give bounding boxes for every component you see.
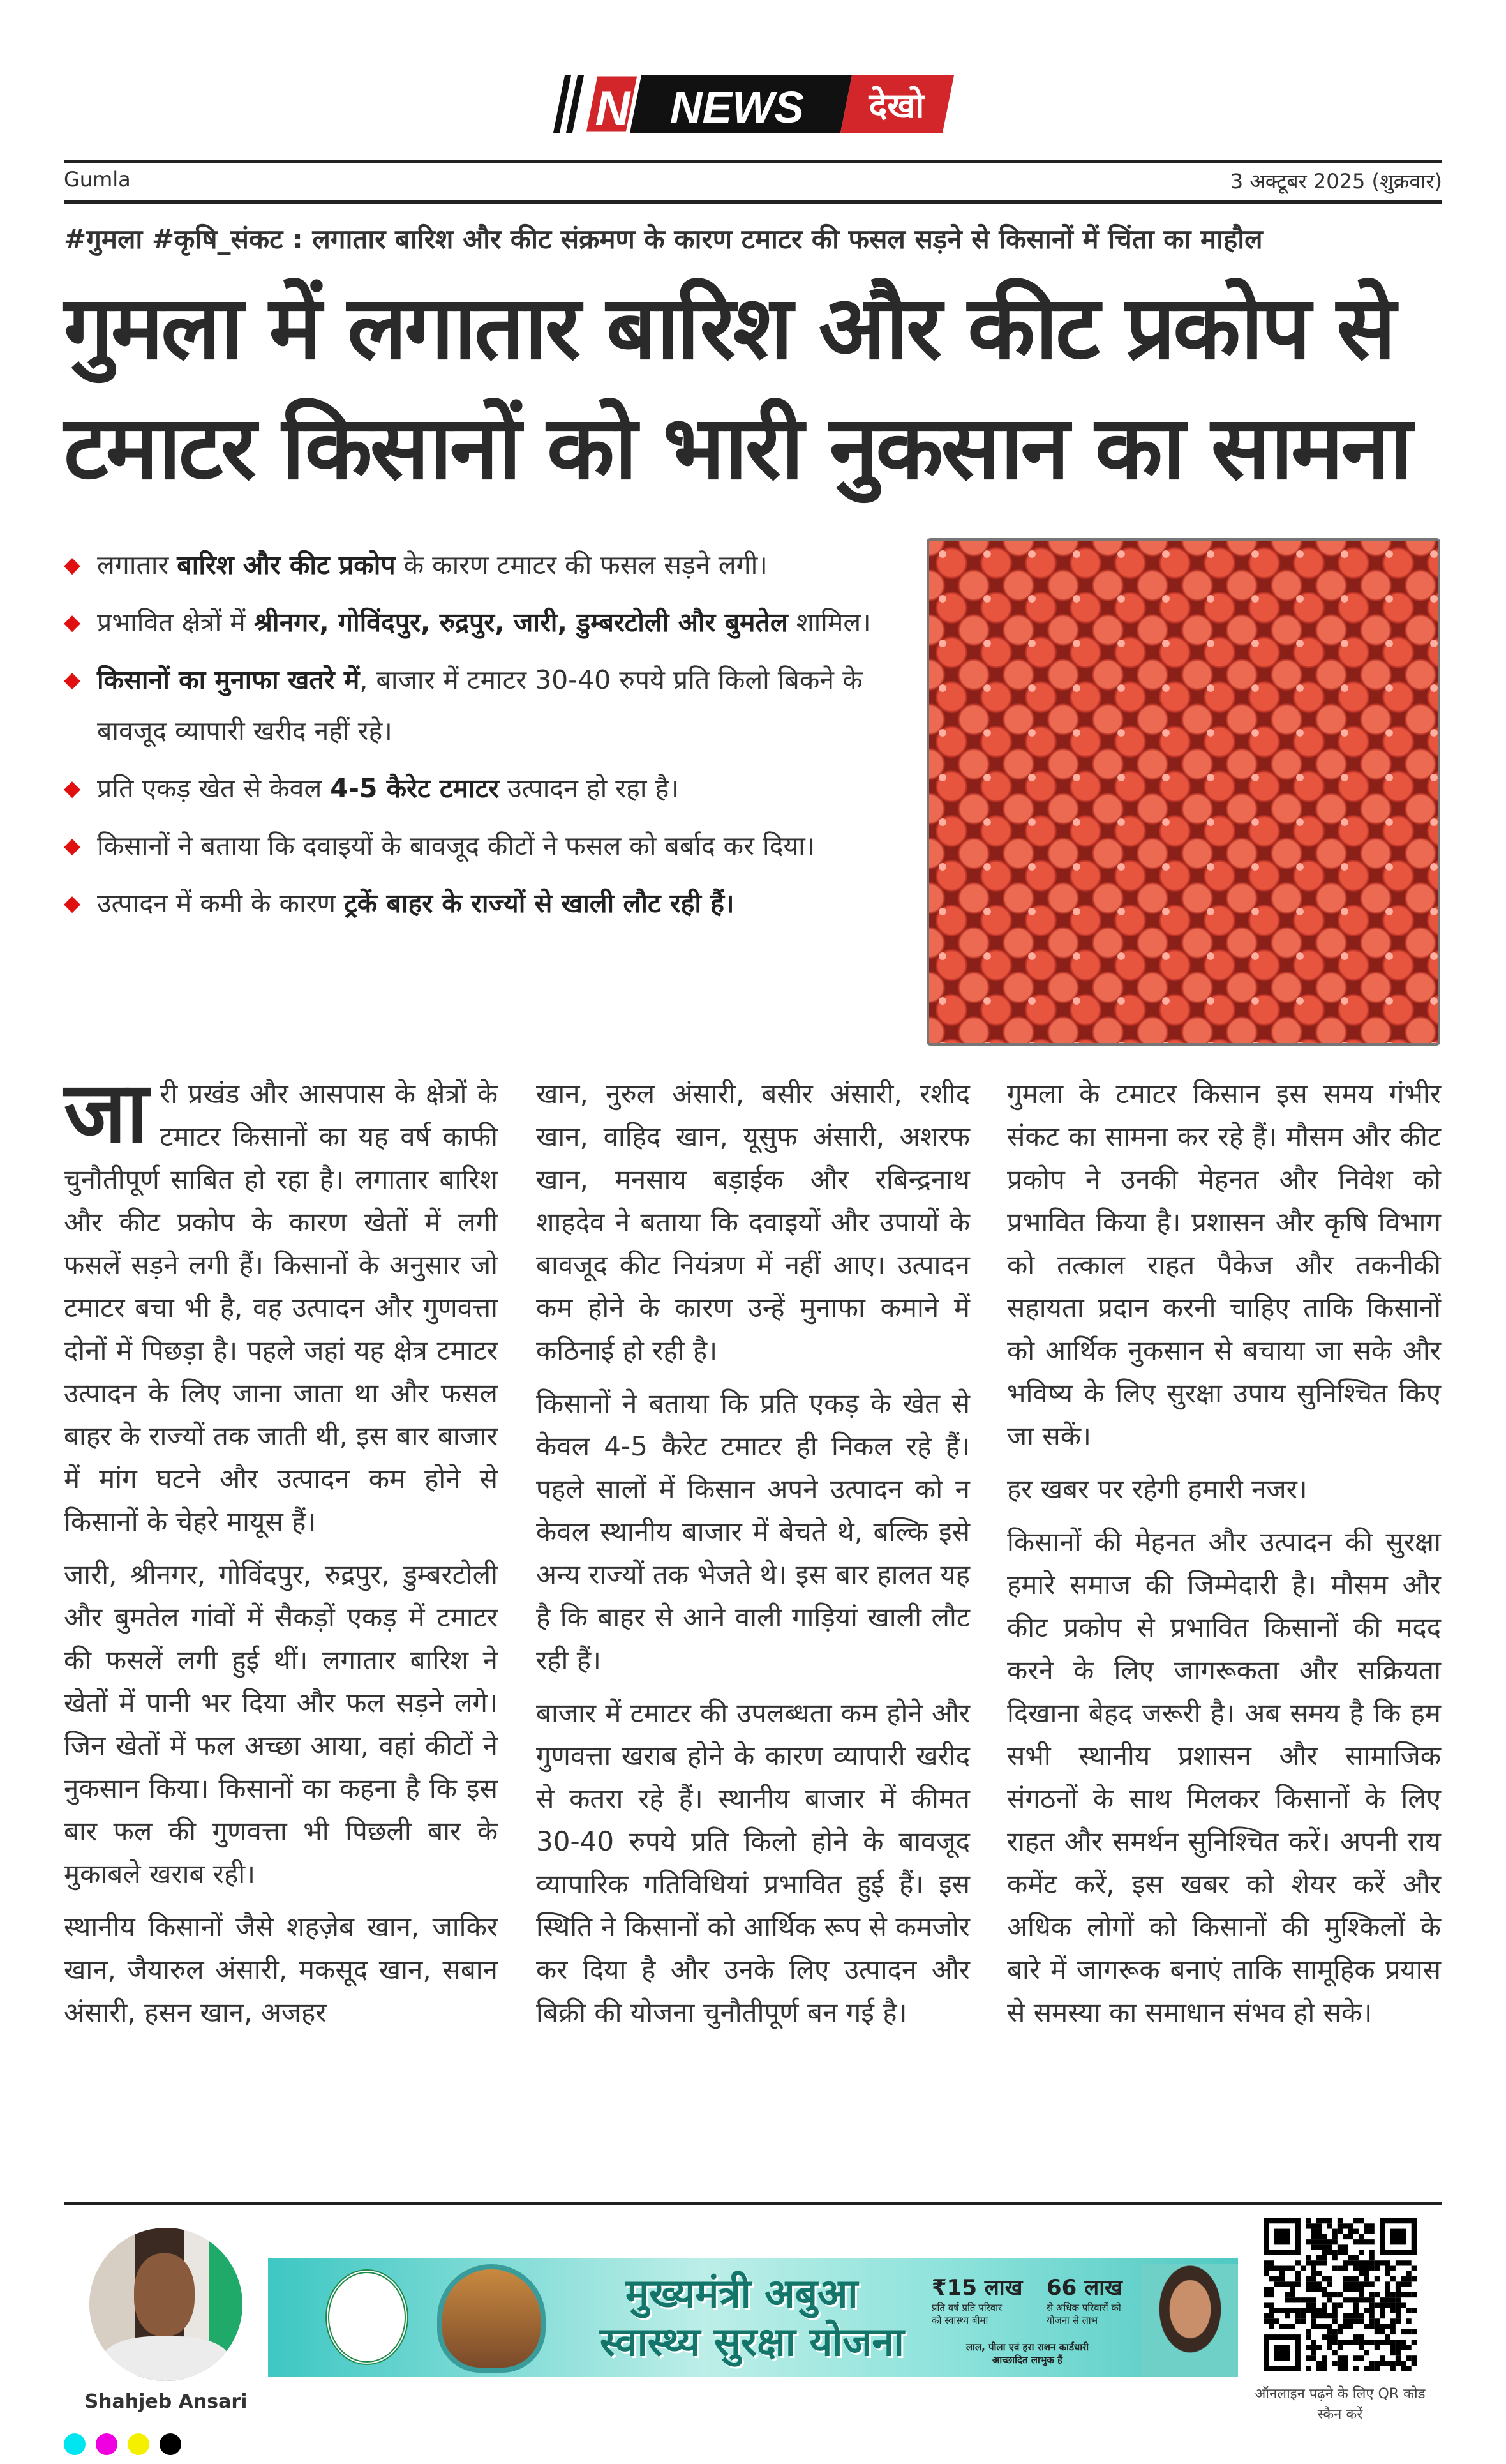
- dateline: [64, 167, 1442, 197]
- diamond-bullet-icon: ◆: [64, 552, 81, 578]
- highlights-list: [64, 539, 913, 935]
- headline-line-2: टमाटर किसानों को भारी नुकसान का सामना: [64, 396, 1410, 499]
- ad-note: लाल, पीला एवं हरा राशन कार्डधारी आच्छादित लाभुक हैं: [965, 2341, 1089, 2366]
- diamond-bullet-icon: ◆: [64, 890, 81, 916]
- author-avatar: [89, 2228, 242, 2381]
- article-paragraph: जारी, श्रीनगर, गोविंदपुर, रुद्रपुर, डुम्बरटोली और बुमतेल गांवों में सैकड़ों एकड़ में टमाटर की फसलें लगी हुई थीं। लगातार बारिश ने खेतों में पानी भर दिया और फल सड़ने लगे। जिन खेतों में फल अच्छा आया, वहां कीटों ने नुकसान किया। किसानों का कहना है कि इस बार फल की गुणवत्ता भी पिछली बार के मुकाबले खराब रही।: [64, 1559, 498, 1889]
- article-paragraph: बाजार में टमाटर की उपलब्धता कम होने और गुणवत्ता खराब होने के कारण व्यापारी खरीद से कतरा रहे हैं। स्थानीय बाजार में कीमत 30-40 रुपये प्रति किलो होने के बावजूद व्यापारिक गतिविधियां प्रभावित हुई हैं। इस स्थिति ने किसानों को आर्थिक रूप से कमजोर कर दिया है और उनके लिए उत्पादन और बिक्री की योजना चुनौतीपूर्ण बन गई है।: [536, 1697, 970, 2028]
- article-paragraph: किसानों की मेहनत और उत्पादन की सुरक्षा हमारे समाज की जिम्मेदारी है। मौसम और कीट प्रकोप से प्रभावित किसानों की मदद करने के लिए जागरूकता और सक्रियता दिखाना बेहद जरूरी है। अब समय है कि हम सभी स्थानीय प्रशासन और सामाजिक संगठनों के साथ मिलकर किसानों के लिए राहत और समर्थन सुनिश्चित करें। अपनी राय कमेंट करें, इस खबर को शेयर करें और अधिक लोगों को किसानों की मुश्किलों के बारे में जागरूक बनाएं ताकि सामूहिक प्रयास से समस्या का समाधान संभव हो सके।: [1007, 1526, 1441, 2028]
- article-column-3: [1007, 1072, 1441, 2044]
- highlight-item: ◆ किसानों का मुनाफा खतरे में, बाजार में टमाटर 30-40 रुपये प्रति किलो बिकने के बावजूद व्यापारी खरीद नहीं रहे।: [64, 654, 913, 756]
- article-paragraph: स्थानीय किसानों जैसे शहज़ेब खान, जाकिर खान, जैयारुल अंसारी, मकसूद खान, सबान अंसारी, हसन खान, अजहर: [64, 1911, 498, 2028]
- kicker: #गुमला #कृषि_संकट : लगातार बारिश और कीट संक्रमण के कारण टमाटर की फसल सड़ने से किसानों में चिंता का माहौल: [64, 223, 1263, 255]
- qr-caption: ऑनलाइन पढ़ने के लिए QR कोड स्कैन करें: [1255, 2386, 1426, 2423]
- article-paragraph: हर खबर पर रहेगी हमारी नजर।: [1007, 1473, 1308, 1505]
- article-paragraph: किसानों ने बताया कि प्रति एकड़ के खेत से केवल 4-5 कैरेट टमाटर ही निकल रहे हैं। पहले सालों में किसान अपने उत्पादन को न केवल स्थानीय बाजार में बेचते थे, बल्कि इसे अन्य राज्यों तक भेजते थे। इस बार हालत यह है कि बाहर से आने वाली गाड़ियां खाली लौट रही हैं।: [536, 1388, 970, 1676]
- diamond-bullet-icon: ◆: [64, 833, 81, 859]
- svg-text:N: N: [595, 82, 630, 133]
- author-name: Shahjeb Ansari: [84, 2391, 248, 2413]
- article-column-2: [536, 1072, 970, 2044]
- location: Gumla: [64, 167, 131, 192]
- highlight-item: ◆ प्रति एकड़ खेत से केवल 4-5 कैरेट टमाटर उत्पादन हो रहा है।: [64, 763, 913, 814]
- article-paragraph: गुमला के टमाटर किसान इस समय गंभीर संकट का सामना कर रहे हैं। मौसम और कीट प्रकोप ने उनकी मेहनत और निवेश को प्रभावित किया है। प्रशासन और कृषि विभाग को तत्काल राहत पैकेज और तकनीकी सहायता प्रदान करनी चाहिए ताकि किसानों को आर्थिक नुकसान से बचाया जा सके और भविष्य के लिए सुरक्षा उपाय सुनिश्चित किए जा सकें।: [1007, 1078, 1441, 1452]
- diamond-bullet-icon: ◆: [64, 776, 81, 801]
- ad-stat-1-sub: प्रति वर्ष प्रति परिवार को स्वास्थ्य बीमा: [932, 2302, 1003, 2326]
- ad-stat-1: ₹15 लाख: [932, 2275, 1023, 2301]
- svg-text:देखो: देखो: [869, 86, 925, 126]
- ad-title-1: मुख्यमंत्री अबुआ: [625, 2270, 858, 2317]
- footer-divider: [64, 2202, 1442, 2205]
- heart-stethoscope-icon: [437, 2264, 546, 2373]
- meta-divider: [64, 200, 1442, 204]
- headline: [64, 268, 1455, 508]
- drop-cap: जा: [64, 1063, 149, 1162]
- highlight-item: ◆ लगातार बारिश और कीट प्रकोप के कारण टमाटर की फसल सड़ने लगी।: [64, 539, 913, 590]
- ad-stat-2-sub: से अधिक परिवारों को योजना से लाभ: [1047, 2302, 1121, 2326]
- article-paragraph: खान, नुरुल अंसारी, बसीर अंसारी, रशीद खान, वाहिद खान, यूसुफ अंसारी, अशरफ खान, मनसाय बड़ाईक और रबिन्द्रनाथ शाहदेव ने बताया कि दवाइयों और उपायों के बावजूद कीट नियंत्रण में नहीं आए। उत्पादन कम होने के कारण उन्हें मुनाफा कमाने में कठिनाई हो रही है।: [536, 1078, 970, 1366]
- registration-mark-yellow: [128, 2433, 149, 2455]
- diamond-bullet-icon: ◆: [64, 610, 81, 635]
- diamond-bullet-icon: ◆: [64, 667, 81, 693]
- article-paragraph: जारी प्रखंड और आसपास के क्षेत्रों के टमाटर किसानों का यह वर्ष काफी चुनौतीपूर्ण साबित हो रहा है। लगातार बारिश और कीट प्रकोप के कारण खेतों में लगी फसलें सड़ने लगी हैं। किसानों के अनुसार जो टमाटर बचा भी है, वह उत्पादन और गुणवत्ता दोनों में पिछड़ा है। पहले जहां यह क्षेत्र टमाटर उत्पादन के लिए जाना जाता था और फसल बाहर के राज्यों तक जाती थी, इस बार बाजार में मांग घटने और उत्पादन कम होने से किसानों के चेहरे मायूस हैं।: [64, 1063, 498, 1537]
- top-divider: [64, 160, 1442, 163]
- ad-title-2: स्वास्थ्य सुरक्षा योजना: [600, 2318, 904, 2365]
- chief-minister-portrait: [1142, 2264, 1238, 2377]
- news-dekho-logo: [552, 75, 954, 133]
- qr-code[interactable]: [1264, 2218, 1417, 2371]
- date: 3 अक्टूबर 2025 (शुक्रवार): [1230, 169, 1442, 193]
- registration-mark-cyan: [64, 2433, 86, 2455]
- government-seal-icon: [325, 2269, 408, 2365]
- highlight-item: ◆ उत्पादन में कमी के कारण ट्रकें बाहर के राज्यों से खाली लौट रही हैं।: [64, 878, 913, 929]
- ad-stat-2: 66 लाख: [1047, 2275, 1122, 2301]
- registration-mark-magenta: [96, 2433, 117, 2455]
- tomato-crop-photo: [927, 538, 1440, 1046]
- headline-line-1: गुमला में लगातार बारिश और कीट प्रकोप से: [64, 276, 1394, 379]
- svg-text:NEWS: NEWS: [670, 82, 804, 132]
- highlight-item: ◆ प्रभावित क्षेत्रों में श्रीनगर, गोविंदपुर, रुद्रपुर, जारी, डुम्बरटोली और बुमतेल शामिल।: [64, 597, 913, 648]
- advertisement-banner[interactable]: [268, 2258, 1238, 2377]
- highlight-item: ◆ किसानों ने बताया कि दवाइयों के बावजूद कीटों ने फसल को बर्बाद कर दिया।: [64, 820, 913, 871]
- article-column-1: [64, 1063, 498, 2044]
- registration-mark-black: [160, 2433, 181, 2455]
